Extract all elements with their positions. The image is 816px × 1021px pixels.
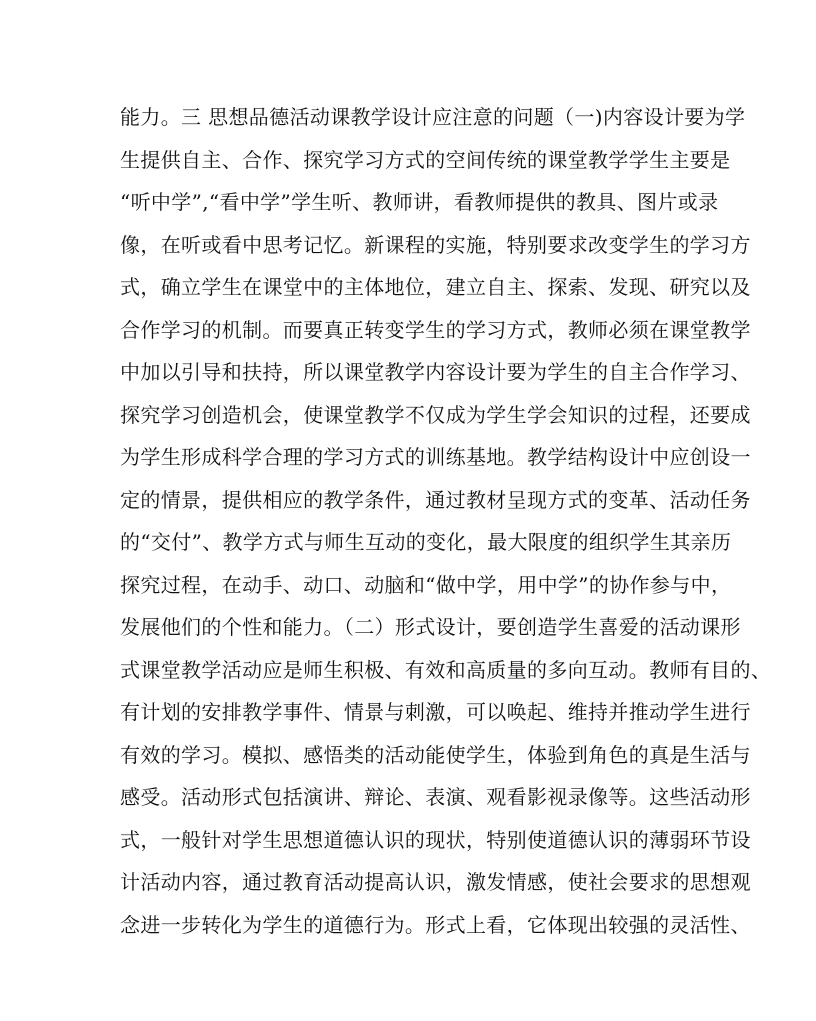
text-line: 念进一步转化为学生的道德行为。形式上看，它体现出较强的灵活性、 xyxy=(120,912,751,937)
text-line: 合作学习的机制。而要真正转变学生的学习方式，教师必须在课堂教学 xyxy=(120,317,751,342)
text-line: 中加以引导和扶持，所以课堂教学内容设计要为学生的自主合作学习、 xyxy=(120,360,751,384)
text-line: 定的情景，提供相应的教学条件，通过教材呈现方式的变革、活动任务 xyxy=(120,487,751,512)
text-line: 式，确立学生在课堂中的主体地位，建立自主、探索、发现、研究以及 xyxy=(120,275,751,299)
text-line: 像，在听或看中思考记忆。新课程的实施，特别要求改变学生的学习方 xyxy=(120,232,751,257)
text-line: 有计划的安排教学事件、情景与刺激，可以唤起、维持并推动学生进行 xyxy=(120,700,751,724)
text-line: “听中学”,“看中学”学生听、教师讲，看教师提供的教具、图片或录 xyxy=(120,190,719,214)
text-line: 生提供自主、合作、探究学习方式的空间传统的课堂教学学生主要是 xyxy=(120,147,731,172)
text-line: 的“交付”、教学方式与师生互动的变化，最大限度的组织学生其亲历 xyxy=(120,530,732,554)
text-line: 为学生形成科学合理的学习方式的训练基地。教学结构设计中应创设一 xyxy=(120,445,751,469)
text-line: 发展他们的个性和能力。（二）形式设计，要创造学生喜爱的活动课形 xyxy=(120,615,741,639)
text-line: 探究过程，在动手、动口、动脑和“做中学，用中学”的协作参与中， xyxy=(120,572,732,597)
body-text xyxy=(120,104,772,954)
text-line: 计活动内容，通过教育活动提高认识，激发情感，使社会要求的思想观 xyxy=(120,870,751,894)
text-line: 能力。三 思想品德活动课教学设计应注意的问题（一)内容设计要为学 xyxy=(120,105,746,129)
text-line: 式课堂教学活动应是师生积极、有效和高质量的多向互动。教师有目的、 xyxy=(120,657,772,682)
text-line: 式，一般针对学生思想道德认识的现状，特别使道德认识的薄弱环节设 xyxy=(120,827,751,852)
text-line: 有效的学习。模拟、感悟类的活动能使学生，体验到角色的真是生活与 xyxy=(120,742,751,767)
text-line: 探究学习创造机会，使课堂教学不仅成为学生学会知识的过程，还要成 xyxy=(120,402,751,427)
text-line: 感受。活动形式包括演讲、辩论、表演、观看影视录像等。这些活动形 xyxy=(120,785,751,809)
